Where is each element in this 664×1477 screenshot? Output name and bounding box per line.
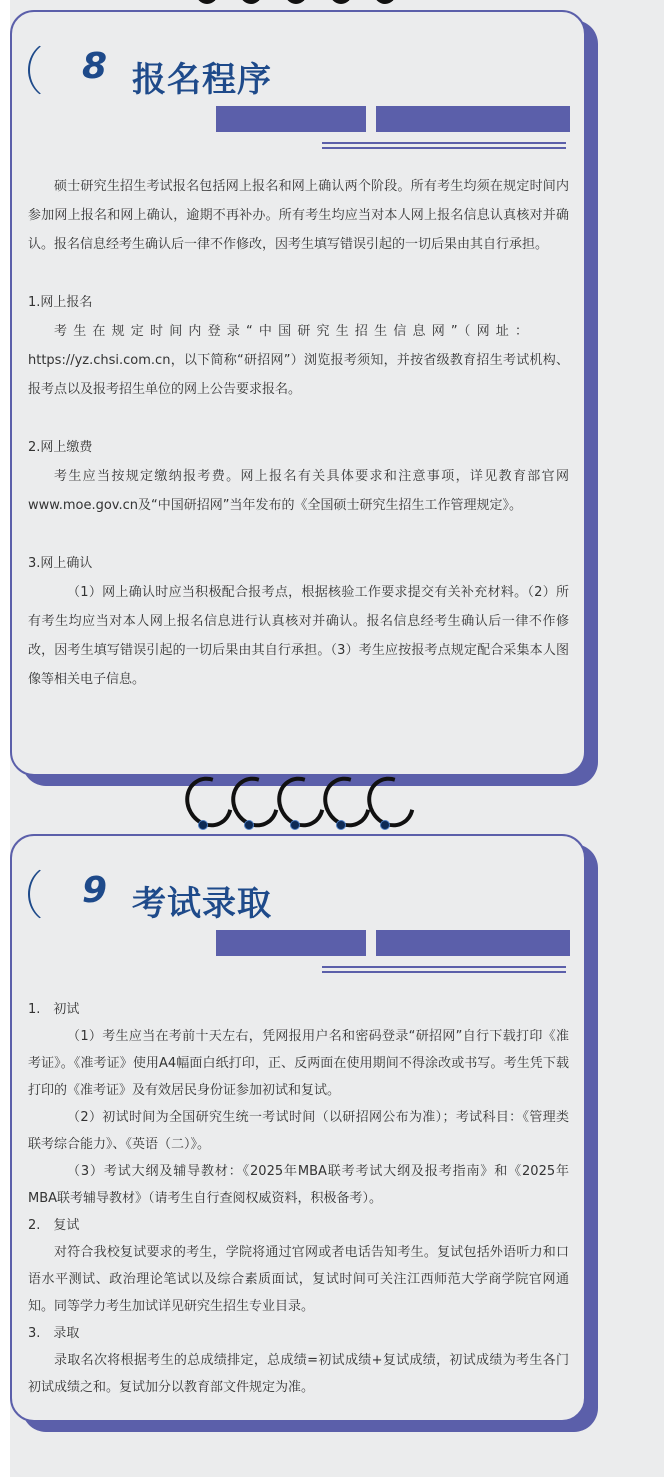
paragraph: （1）考生应当在考前十天左右，凭网报用户名和密码登录“研招网”自行下载打印《准考证》。《准考证》使用A4幅面白纸打印，正、反两面在使用期间不得涂改或书写。考生凭下载打印的《准考证》及有效居民身份证参加初试和复试。 — [28, 1029, 569, 1098]
ring-hole-icon — [198, 820, 208, 830]
section8-body — [28, 172, 569, 694]
title-bar-decoration — [376, 106, 570, 132]
double-line-decoration — [322, 966, 566, 968]
subheading: 3. 录取 — [28, 1326, 80, 1341]
paragraph: 硕士研究生招生考试报名包括网上报名和网上确认两个阶段。所有考生均须在规定时间内参加网上报名和网上确认，逾期不再补办。所有考生均应当对本人网上报名信息认真核对并确认。报名信息经考生确认后一律不作修改，因考生填写错误引起的一切后果由其自行承担。 — [28, 179, 569, 252]
title-arc-icon — [28, 40, 84, 100]
subheading: 1. 初试 — [28, 1002, 80, 1017]
section-number: 9 — [82, 870, 108, 911]
double-line-decoration — [322, 971, 566, 973]
paragraph: 对符合我校复试要求的考生，学院将通过官网或者电话告知考生。复试包括外语听力和口语水平测试、政治理论笔试以及综合素质面试，复试时间可关注江西师范大学商学院官网通知。同等学力考生加试详见研究生招生专业目录。 — [28, 1245, 569, 1314]
ring-hole-icon — [336, 820, 346, 830]
subheading: 2.网上缴费 — [28, 440, 93, 455]
title-bar-decoration — [216, 106, 366, 132]
section-title: 报名程序 — [132, 60, 272, 100]
double-line-decoration — [322, 147, 566, 149]
paragraph: 考生在规定时间内登录“中国研究生招生信息网”（网址： — [54, 324, 535, 339]
subheading: 2. 复试 — [28, 1218, 80, 1233]
paragraph: （1）网上确认时应当积极配合报考点，根据核验工作要求提交有关补充材料。（2）所有考生均应当对本人网上报名信息进行认真核对并确认。报名信息经考生确认后一律不作修改，因考生填写错误引起的一切后果由其自行承担。（3）考生应按报考点规定配合采集本人图像等相关电子信息。 — [28, 585, 569, 687]
title-bar-decoration — [216, 930, 366, 956]
subheading: 1.网上报名 — [28, 295, 93, 310]
ring-hole-icon — [290, 820, 300, 830]
ring-hole-icon — [244, 820, 254, 830]
subheading: 3.网上确认 — [28, 556, 93, 571]
paragraph: 录取名次将根据考生的总成绩排定，总成绩=初试成绩+复试成绩，初试成绩为考生各门初试成绩之和。复试加分以教育部文件规定为准。 — [28, 1353, 569, 1395]
section-number: 8 — [82, 46, 108, 87]
paragraph: （3）考试大纲及辅导教材：《2025年MBA联考考试大纲及报考指南》和《2025年MBA联考辅导教材》（请考生自行查阅权威资料，积极备考）。 — [28, 1164, 569, 1206]
title-arc-icon — [28, 864, 84, 924]
paragraph: （2）初试时间为全国研究生统一考试时间（以研招网公布为准）；考试科目：《管理类联考综合能力》、《英语（二）》。 — [28, 1110, 569, 1152]
ring-hole-icon — [380, 820, 390, 830]
paragraph: https://yz.chsi.com.cn，以下简称“研招网”）浏览报考须知，并按省级教育招生考试机构、报考点以及报考招生单位的网上公告要求报名。 — [28, 353, 569, 397]
double-line-decoration — [322, 142, 566, 144]
section9-body — [28, 996, 569, 1401]
paragraph: 考生应当按规定缴纳报考费。网上报名有关具体要求和注意事项，详见教育部官网www.moe.gov.cn及“中国研招网”当年发布的《全国硕士研究生招生工作管理规定》。 — [28, 469, 569, 513]
title-bar-decoration — [376, 930, 570, 956]
section-title: 考试录取 — [132, 884, 272, 924]
